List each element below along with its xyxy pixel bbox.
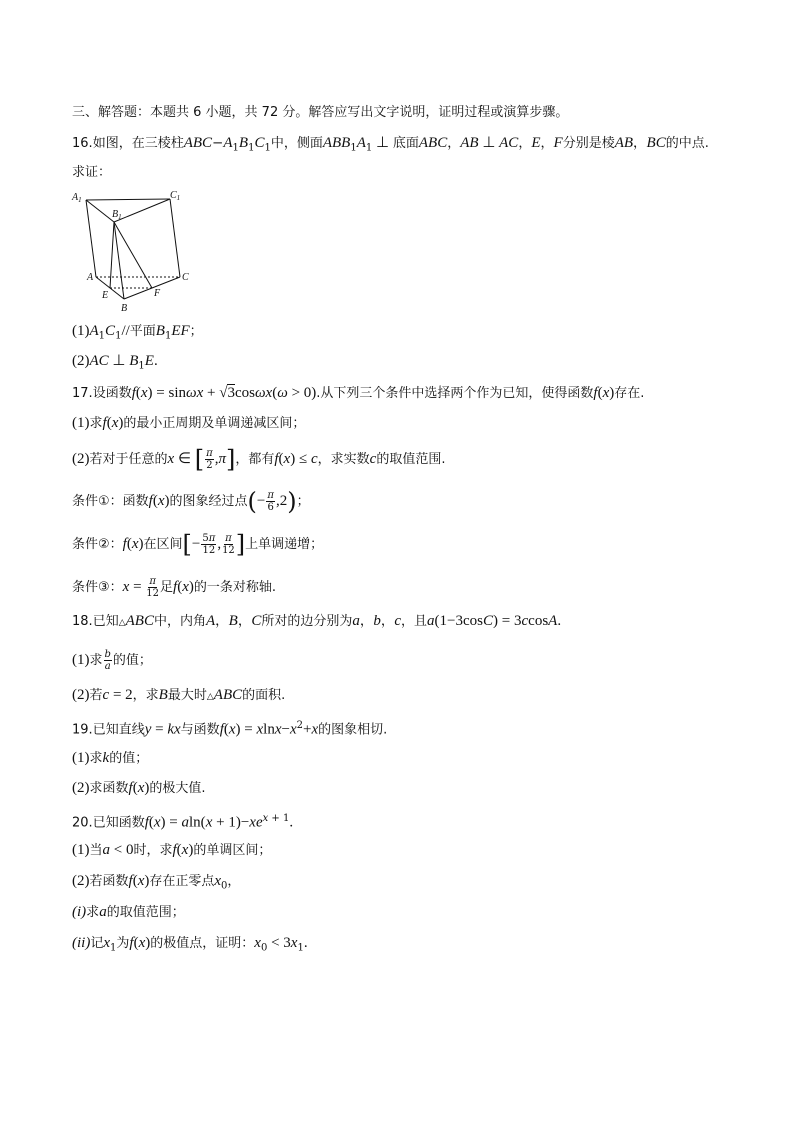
q20-number: 20. [72, 815, 93, 831]
edge-a1c1 [86, 199, 170, 200]
q17-text: 的取值范围. [376, 452, 446, 467]
q19-text: 求函数 [89, 781, 129, 796]
question-18: 18.已知△ABC中，内角A，B，C所对的边分别为a，b，c，且a(1−3cosC) = 3ccosA. [72, 613, 562, 629]
label-b: B [121, 303, 128, 314]
segment-b1e [110, 222, 114, 288]
q16-text: ， [518, 136, 532, 151]
q17-text: 足 [160, 580, 174, 595]
condition-label: 条件①： [72, 494, 123, 509]
part-label: (1) [72, 323, 90, 339]
q19-number: 19. [72, 722, 93, 738]
math: ABC [183, 135, 213, 151]
q17-part1: (1)求f(x)的最小正周期及单调递减区间； [72, 415, 306, 431]
q17-text: 求 [89, 416, 103, 431]
punct: . [153, 353, 158, 369]
label-f: F [154, 288, 161, 299]
part-label: (2) [72, 687, 90, 703]
part-label: (1) [72, 652, 90, 668]
q18-part1: (1)求 $\frac{b}{a}$ 的值； [72, 649, 152, 672]
part-label: (1) [72, 415, 90, 431]
q20-part2: (2)若函数f(x)存在正零点$x_0$， [72, 873, 241, 892]
q18-text: ，求 [132, 688, 159, 703]
q17-text: 在区间 [143, 537, 183, 552]
question-17: 17.设函数f(x) = sinωx + √3cosωx(ω > 0).从下列三个条件中选择两个作为已知，使得函数f(x)存在. [72, 385, 645, 401]
q18-text: 若 [89, 688, 103, 703]
punct: ； [189, 324, 203, 339]
label-e: E [102, 290, 109, 301]
label-a: A [87, 272, 94, 283]
q16-part1-text: 平面 [129, 324, 156, 339]
segment-b1f [114, 222, 152, 288]
q17-text: ，都有 [235, 452, 275, 467]
condition-label: 条件②： [72, 537, 123, 552]
q20-text: 时，求 [133, 843, 173, 858]
q20-text: 的取值范围； [106, 905, 185, 920]
part-label: (1) [72, 842, 90, 858]
q16-part1: $(1)A_1C_1//$平面$B_1EF$； [72, 323, 203, 342]
q19-text: 的极大值. [149, 781, 206, 796]
q20-text: 存在正零点 [149, 874, 215, 889]
edge-aa1 [86, 200, 96, 277]
q18-text: 中，内角 [153, 614, 206, 629]
edge-a1b1 [86, 200, 114, 222]
q19-text: 与函数 [180, 722, 220, 738]
q20-text: 若函数 [89, 874, 129, 889]
q18-text: ，且 [401, 614, 428, 629]
part-label: (i) [72, 904, 87, 920]
punct: ； [296, 494, 310, 509]
q17-condition-1: 条件①：函数f(x)的图象经过点(− $\frac{\pi}{6}$ ,2)； [72, 487, 310, 516]
part-label: (2) [72, 451, 90, 467]
edge-cc1 [170, 199, 180, 277]
q18-text: 最大时 [167, 688, 207, 703]
q16-text: ， [447, 136, 461, 151]
q20-text: 的单调区间； [193, 843, 272, 858]
label-b1: $B_1$ [112, 209, 122, 221]
q17-text: 的一条对称轴. [193, 580, 277, 595]
q17-text: 设函数 [92, 386, 132, 401]
condition-label: 条件③： [72, 580, 123, 595]
q16-prove-label: 求证： [72, 165, 112, 180]
prism-figure [70, 188, 200, 314]
q20-part2-ii: (ii)记$x_1$为f(x)的极值点，证明：$x_0 < 3x_1$. [72, 935, 308, 954]
q18-text: 已知 [92, 614, 119, 629]
q17-number: 17. [72, 386, 93, 401]
punct: ， [227, 874, 241, 889]
label-a1: $A_1$ [72, 192, 82, 204]
part-label: (2) [72, 353, 90, 369]
q16-text: 如图，在三棱柱 [92, 136, 184, 151]
label-c: C [182, 272, 189, 283]
q17-condition-2: 条件②：f(x)在区间[− $\frac{5\pi}{12}$ , $\frac{\pi}{12}$ ]上单调递增； [72, 530, 324, 559]
q17-text: 上单调递增； [245, 537, 324, 552]
q18-part2: (2)若c = 2，求B最大时△ABC的面积. [72, 687, 286, 703]
question-19: 19.已知直线y = kx与函数$f(x) = xlnx-x^2+x$的图象相切. [72, 720, 388, 738]
q18-text: 求 [89, 653, 103, 668]
section-header: 三、解答题：本题共 6 小题，共 72 分。解答应写出文字说明，证明过程或演算步骤。 [72, 105, 569, 120]
q18-text: 的面积. [242, 688, 286, 703]
q17-text: 的最小正周期及单调递减区间； [123, 416, 306, 431]
q19-text: 的值； [109, 751, 149, 766]
q19-part2: (2)求函数f(x)的极大值. [72, 780, 206, 796]
q17-text: 的图象经过点 [169, 494, 248, 509]
q19-text: 求 [89, 751, 103, 766]
q16-text: 分别是棱 [562, 136, 615, 151]
q16-text: 的中点. [665, 136, 709, 151]
q16-text: 中，侧面 [270, 136, 323, 151]
question-20: 20.已知函数$f(x) = aln(x + 1)-xe^{x + 1}$. [72, 813, 294, 831]
q17-part2: (2)若对于任意的x ∈ [ $\frac{\pi}{2}$ ,π]，都有f(x) ≤ c，求实数c的取值范围. [72, 445, 446, 474]
q20-part1: (1)当a < 0时，求f(x)的单调区间； [72, 842, 272, 858]
label-c1: $C_1$ [170, 190, 181, 202]
part-label: (2) [72, 873, 90, 889]
q17-text: 若对于任意的 [89, 452, 168, 467]
q17-text: 函数 [122, 494, 149, 509]
q20-text: 求 [86, 905, 100, 920]
q16-number: 16. [72, 136, 93, 151]
q16-part2: (2)AC ⊥ $B_1E$. [72, 353, 158, 372]
part-label: (2) [72, 780, 90, 796]
q16-text: 底面 [392, 136, 419, 151]
q20-text: 的极值点，证明： [150, 936, 255, 951]
q20-text: 记 [90, 936, 104, 951]
q19-part1: (1)求k的值； [72, 750, 149, 766]
q18-text: 所对的边分别为 [261, 614, 353, 629]
q20-text: 为 [116, 936, 130, 951]
q17-condition-3: 条件③：x = $\frac{\pi}{12}$ 足f(x)的一条对称轴. [72, 576, 277, 599]
q20-text: 当 [89, 843, 103, 858]
q20-text: 已知函数 [92, 815, 145, 831]
q18-number: 18. [72, 614, 93, 629]
q20-part2-i: (i)求a的取值范围； [72, 904, 185, 920]
edge-bb1 [114, 222, 124, 299]
q18-text: 的值； [112, 653, 152, 668]
q19-text: 已知直线 [92, 722, 145, 738]
q17-text: .从下列三个条件中选择两个作为已知，使得函数 [316, 386, 594, 401]
part-label: (ii) [72, 935, 91, 951]
q16-text: ， [540, 136, 554, 151]
q17-text: ，求实数 [317, 452, 370, 467]
question-16: 16.如图，在三棱柱$ABC-A_1B_1C_1$中，侧面$ABB_1A_1$ ⊥ 底面ABC，AB ⊥ AC，E，F分别是棱AB，BC的中点. [72, 135, 709, 154]
q17-text: 存在. [614, 386, 645, 401]
edge-b1c1 [114, 199, 170, 222]
q19-text: 的图象相切. [318, 722, 388, 738]
part-label: (1) [72, 750, 90, 766]
